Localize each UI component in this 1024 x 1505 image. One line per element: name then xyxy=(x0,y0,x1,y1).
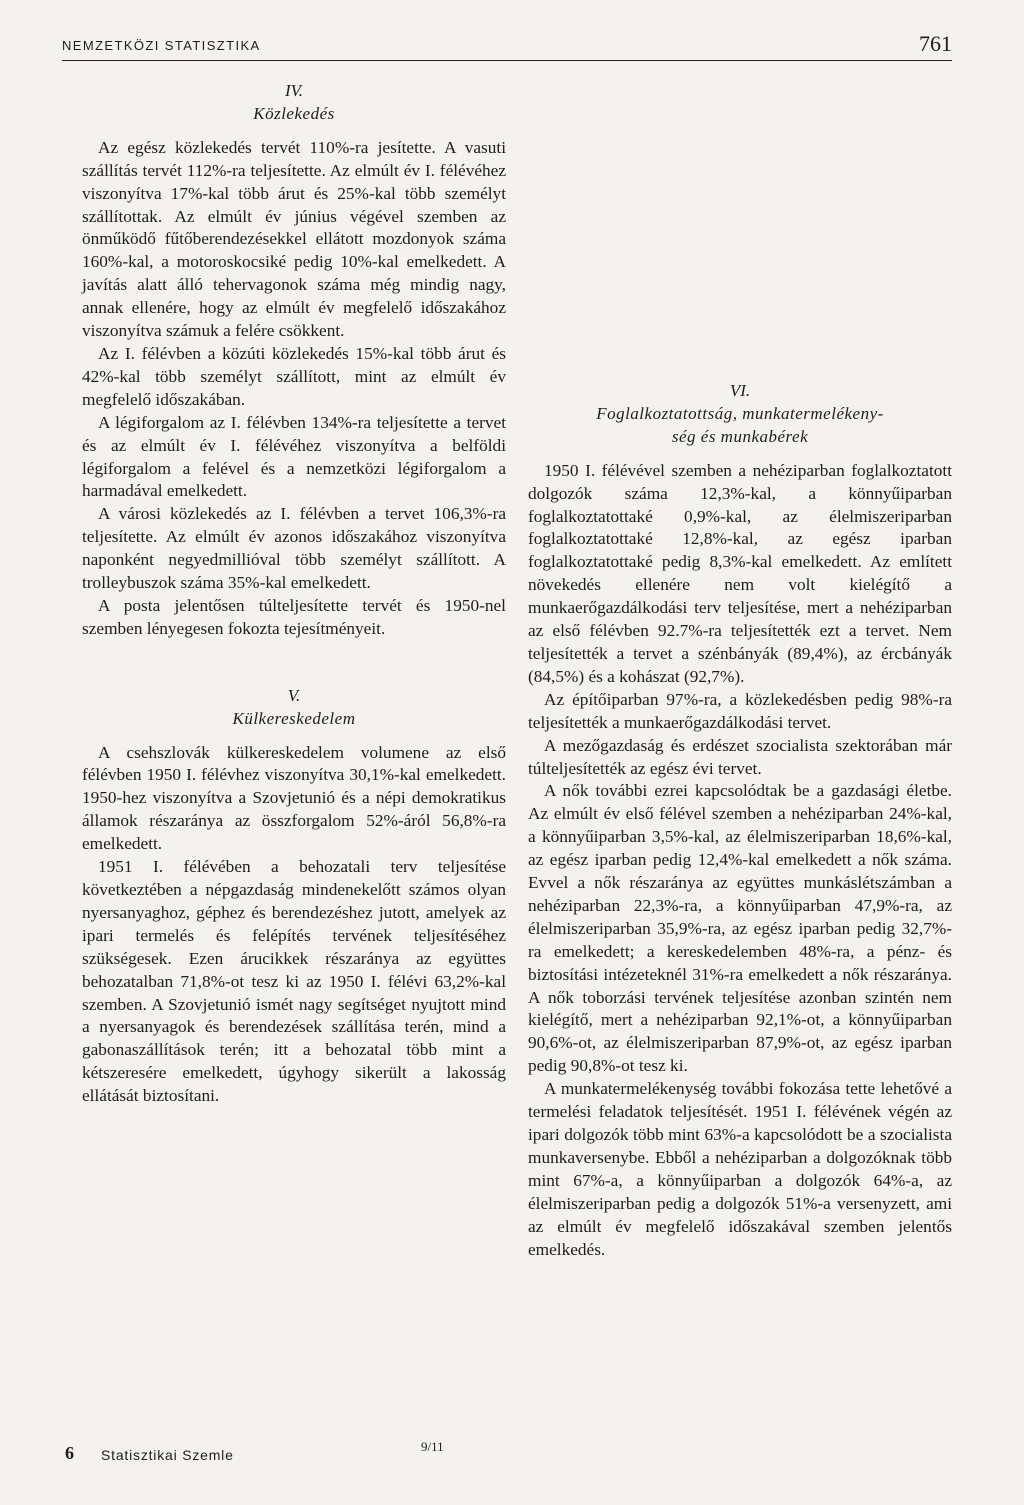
section-vi-paragraph: A mezőgazdaság és erdészet szocialista szektorában már túlteljesítették az egész évi tervet. xyxy=(528,735,952,778)
right-column xyxy=(528,80,952,1261)
section-iv-paragraph: A légiforgalom az I. félévben 134%-ra teljesítette a tervet és az elmúlt év I. félévéhez viszonyítva a belföldi légiforgalom a felével és a nemzetközi légiforgalom a harmadával emelkedett. xyxy=(82,412,506,501)
section-vi-number: VI. xyxy=(729,381,751,400)
page-number: 761 xyxy=(919,31,952,56)
section-vi-paragraph: 1950 I. félévével szemben a nehéziparban foglalkoztatott dolgozók száma 12,3%-kal, a könnyűiparban foglalkoztatottaké 0,9%-kal, az élelmiszeriparban foglalkoztatottaké 12,8%-kal, az egész iparban foglalkoztatottaké pedig 8,3%-kal emelkedett. Az említett növekedés ellenére nem volt kielégítő a munkaerőgazdálkodási terv teljesítése, mert a nehéziparban az első félévben 92.7%-ra teljesítették ezt a tervet. Nem teljesítették a tervet a szénbányák (89,4%), az ércbányák (84,5%) és a kohászat (92,7%). xyxy=(528,460,952,686)
section-v-paragraph: 1951 I. félévében a behozatali terv teljesítése következtében a népgazdaság mindenekelőtt számos olyan nyersanyaghoz, géphez és berendezéshez jutott, amelyek az ipari termelés és felépítés tervének teljesítéséhez szükségesek. Ezen árucikkek részaránya az együttes behozatalban 71,8%-ot tesz ki az 1950 I. félévi 63,2%-kal szemben. A Szovjetunió ismét nagy segítséget nyujtott mind a nyersanyagok és berendezések szállítása terén, mind a gabonaszállítások terén; itt a behozatal több mint a kétszeresére emelkedett, úgyhogy sikerült a lakosság ellátását biztosítani. xyxy=(82,857,506,1106)
signature-mark: 9/11 xyxy=(421,1439,444,1454)
page-footer xyxy=(65,1439,665,1473)
section-iv-title: Közlekedés xyxy=(253,103,335,123)
section-vi-title-line2: ség és munkabérek xyxy=(671,426,809,446)
section-iv-number: IV. xyxy=(284,81,304,100)
section-v-paragraph: A csehszlovák külkereskedelem volumene az első félévben 1950 I. félévhez viszonyítva 30,1%-kal emelkedett. 1950-hez viszonyítva a Szovjetunió és a népi demokratikus államok részaránya az összforgalom 52%-áról 56,8%-ra emelkedett. xyxy=(82,742,506,854)
section-iv-paragraph: Az egész közlekedés tervét 110%-ra jesítette. A vasuti szállítás tervét 112%-ra teljesítette. Az elmúlt év I. félévéhez viszonyítva 17%-kal több árut és 25%-kal több személyt szállítottak. Az elmúlt év június végével szemben az önműködő fűtőberendezésekkel ellátott mozdonyok száma 160%-kal, a motoroskocsiké pedig 10%-kal emelkedett. A javítás alatt álló tehervagonok száma még mindig nagy, annak ellenére, hogy az elmúlt év megfelelő időszakához viszonyítva számuk a felére csökkent. xyxy=(82,137,506,341)
section-iv-paragraph: A posta jelentősen túlteljesítette tervét és 1950-nel szemben lényegesen fokozta tejesítményeit. xyxy=(82,595,506,638)
section-vi-paragraph: A nők további ezrei kapcsolódtak be a gazdasági életbe. Az elmúlt év első félével szemben a nehéziparban 24%-kal, a könnyűiparban 3,5%-kal, az élelmiszeriparban 18,6%-kal, az egész iparban pedig 12,4%-kal emelkedett a nők száma. Evvel a nők részaránya az együttes munkáslétszámban a nehéziparban 22,3%-ra, a könnyűiparban 47,9%-ra, az élelmiszeriparban 35,9%-ra, az egész iparban pedig 32,7%-ra emelkedett; a kereskedelemben 48%-ra, a pénz- és biztosítási intézeteknél 31%-ra emelkedett a nők részaránya. A nők toborzási tervének teljesítése azonban szintén nem kielégítő, mert a nehéziparban 92,1%-ot, a könnyűiparban 90,6%-ot, az élelmiszeriparban 87,9%-ot, az egész iparban pedig 90,8%-ot tesz ki. xyxy=(528,781,952,1076)
section-v-number: V. xyxy=(287,685,301,705)
section-iv-paragraph: A városi közlekedés az I. félévben a tervet 106,3%-ra teljesítette. Az elmúlt év azonos időszakához viszonyítva naponként negyedmillióval több személyt szállított. A trolleybuszok száma 35%-kal emelkedett. xyxy=(82,504,506,593)
section-v-title: Külkereskedelem xyxy=(232,708,356,728)
journal-title: NEMZETKÖZI STATISZTIKA xyxy=(62,38,261,53)
publication-name: Statisztikai Szemle xyxy=(101,1447,234,1463)
section-vi-paragraph: A munkatermelékenység további fokozása tette lehetővé a termelési feladatok teljesítését. 1951 I. félévének végén az ipari dolgozók több mint 63%-a kapcsolódott be a szocialista munkaversenybe. Ebből a nehéziparban a dolgozóknak több mint 67%-a, a könnyűiparban a dolgozók 64%-a, az élelmiszeriparban pedig a dolgozók 51%-a versenyzett, ami az elmúlt év megfelelő időszakával szemben jelentős emelkedés. xyxy=(528,1079,952,1259)
sheet-number: 6 xyxy=(65,1443,74,1463)
section-iv-paragraph: Az I. félévben a közúti közlekedés 15%-kal több árut és 42%-kal több személyt szállított, mint az elmúlt év megfelelő időszakában. xyxy=(82,343,506,409)
running-head xyxy=(62,30,952,61)
section-vi-title-line1: Foglalkoztatottság, munkatermelékeny- xyxy=(596,403,884,423)
section-vi-paragraph: Az építőiparban 97%-ra, a közlekedésben pedig 98%-ra teljesítették a munkaerőgazdálkodási tervet. xyxy=(528,689,952,732)
left-column xyxy=(82,80,506,1108)
